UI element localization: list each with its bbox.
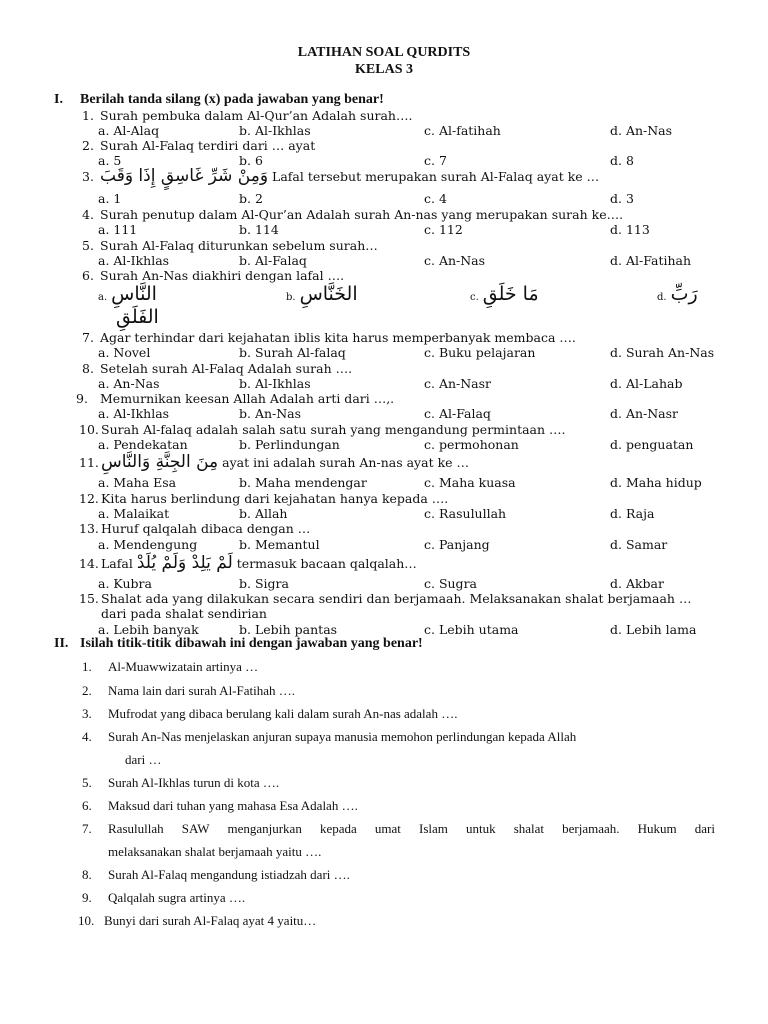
question-text: Surah Al-Falaq diturunkan sebelum surah… [100,238,378,253]
option-b[interactable]: b. Memantul [239,537,320,552]
item-number: 1. [82,659,92,674]
essay-item-4-continued [125,752,161,768]
question-text: Surah Al-Falaq terdiri dari … ayat [100,138,316,153]
essay-item-5 [82,775,279,791]
option-b[interactable]: b. Allah [239,506,288,521]
question-7 [82,330,576,345]
option-a[interactable]: a. Kubra [98,576,152,591]
question-9 [76,391,394,406]
option-b[interactable]: b. Surah Al-falaq [239,345,346,360]
question-number: 13. [79,521,99,536]
option-b[interactable]: b. Al-Falaq [239,253,307,268]
option-b[interactable]: b. 114 [239,222,279,237]
question-12 [79,491,448,506]
item-text: Surah Al-Falaq mengandung istiadzah dari …. [108,867,350,882]
option-d[interactable]: d. An-Nasr [610,406,679,421]
item-number: 4. [82,729,92,744]
item-text-continued: dari … [125,752,162,767]
item-number: 8. [82,867,92,882]
question-text: Kita harus berlindung dari kejahatan hanya kepada …. [101,491,449,506]
essay-item-8 [82,867,350,883]
option-c[interactable]: c. An-Nasr [424,376,492,391]
option-c[interactable]: c. Al-fatihah [424,123,501,138]
question-number: 14. [79,556,99,571]
option-letter: d. [657,292,667,303]
question-number: 7. [82,330,94,345]
question-number: 10. [79,422,99,437]
question-text: Surah penutup dalam Al-Qur’an Adalah surah An-nas yang merupakan surah ke…. [100,207,624,222]
question-text-continued: dari pada shalat sendirian [101,606,267,621]
option-b[interactable]: b. Maha mendengar [239,475,367,490]
item-number: 9. [82,890,92,905]
question-6 [82,268,344,283]
section-1-heading [54,92,384,108]
option-c[interactable]: c. 4 [424,191,447,206]
option-d[interactable]: d. 8 [610,153,634,168]
question-text: Agar terhindar dari kejahatan iblis kita harus memperbanyak membaca …. [100,330,576,345]
option-a[interactable]: a. 5 [98,153,122,168]
question-number: 1. [82,108,94,123]
section-2-title: Isilah titik-titik dibawah ini dengan jawaban yang benar! [80,636,423,651]
question-number: 15. [79,591,99,606]
item-text: Mufrodat yang dibaca berulang kali dalam surah An-nas adalah …. [108,706,458,721]
question-text: Shalat ada yang dilakukan secara sendiri dan berjamaah. Melaksanakan shalat berjamaah … [101,591,692,606]
option-c[interactable]: c. 7 [424,153,447,168]
option-c[interactable]: c. Al-Falaq [424,406,491,421]
question-5 [82,238,378,253]
option-a[interactable]: a. Al-Alaq [98,123,160,138]
item-text: Surah An-Nas menjelaskan anjuran supaya manusia memohon perlindungan kepada Allah [108,729,577,744]
arabic-option: الفَلَقِ [116,306,159,328]
item-text-continued: melaksanakan shalat berjamaah yaitu …. [108,844,322,859]
option-d[interactable] [657,283,698,305]
question-number: 12. [79,491,99,506]
option-b[interactable]: b. 2 [239,191,263,206]
option-a[interactable]: a. An-Nas [98,376,160,391]
option-d[interactable]: d. An-Nas [610,123,673,138]
option-d[interactable]: d. Lebih lama [610,622,697,637]
option-letter: b. [286,292,296,303]
question-text: Surah pembuka dalam Al-Qur’an Adalah surah…. [100,108,413,123]
option-a[interactable]: a. Pendekatan [98,437,188,452]
question-3 [82,166,599,186]
essay-item-4 [82,729,576,745]
question-prefix: Lafal [101,556,137,571]
option-d[interactable]: d. Akbar [610,576,664,591]
option-a[interactable]: a. Al-Ikhlas [98,253,170,268]
section-2-heading [54,636,423,652]
arabic-verse: لَمْ يَلِدْ وَلَمْ يُلَدْ [136,553,233,573]
question-number: 3. [82,169,94,184]
item-number: 7. [82,821,92,836]
arabic-verse: وَمِنْ شَرِّ غَاسِقٍ إِذَا وَقَبَ [100,166,269,186]
essay-item-7-number [82,821,108,837]
option-d[interactable]: d. Surah An-Nas [610,345,715,360]
question-number: 11. [79,455,99,470]
question-8 [82,361,352,376]
question-14 [79,553,417,573]
arabic-option: رَبِّ [670,283,698,305]
question-15-continued [101,606,267,621]
option-c[interactable]: c. Rasulullah [424,506,507,521]
option-c[interactable]: c. Sugra [424,576,477,591]
question-11 [79,452,469,472]
question-10 [79,422,566,437]
question-text: Setelah surah Al-Falaq Adalah surah …. [100,361,353,376]
essay-item-7 [108,821,715,837]
arabic-verse: مِنَ الجِنَّةِ وَالنَّاسِ [101,452,219,472]
option-a[interactable] [98,283,157,305]
option-b[interactable]: b. An-Nas [239,406,302,421]
item-text: Surah Al-Ikhlas turun di kota …. [108,775,280,790]
option-c[interactable]: c. Panjang [424,537,490,552]
question-number: 8. [82,361,94,376]
option-d[interactable]: d. Samar [610,537,668,552]
question-2 [82,138,315,153]
option-d[interactable]: d. penguatan [610,437,694,452]
option-c[interactable]: c. Lebih utama [424,622,519,637]
section-2-number: II. [54,636,69,651]
question-1 [82,108,412,123]
option-d[interactable]: d. Al-Lahab [610,376,683,391]
option-b[interactable]: b. Perlindungan [239,437,340,452]
arabic-option: الخَنَّاسِ [299,283,358,305]
essay-item-7-continued [108,844,321,860]
option-d[interactable]: d. Maha hidup [610,475,702,490]
essay-item-3 [82,706,457,722]
item-number: 2. [82,683,92,698]
question-4 [82,207,623,222]
arabic-option: مَا خَلَقِ [482,283,539,305]
question-text: Huruf qalqalah dibaca dengan … [101,521,311,536]
section-1-title: Berilah tanda silang (x) pada jawaban yang benar! [80,92,384,107]
option-a[interactable]: a. Maha Esa [98,475,177,490]
item-number: 5. [82,775,92,790]
option-d[interactable]: d. 113 [610,222,650,237]
option-a[interactable]: a. 111 [98,222,138,237]
option-a[interactable]: a. 1 [98,191,122,206]
question-text: termasuk bacaan qalqalah… [232,556,417,571]
option-a[interactable]: a. Malaikat [98,506,170,521]
option-c[interactable]: c. Maha kuasa [424,475,516,490]
question-13 [79,521,310,536]
question-text: ayat ini adalah surah An-nas ayat ke … [218,455,470,470]
item-text: Maksud dari tuhan yang mahasa Esa Adalah …. [108,798,358,813]
option-d[interactable]: d. 3 [610,191,634,206]
option-a[interactable]: a. Lebih banyak [98,622,199,637]
question-text: Surah Al-falaq adalah salah satu surah yang mengandung permintaan …. [101,422,566,437]
option-a[interactable]: a. Al-Ikhlas [98,406,170,421]
section-1-number: I. [54,92,63,107]
question-number: 5. [82,238,94,253]
option-b[interactable]: b. Sigra [239,576,289,591]
option-b[interactable]: b. Lebih pantas [239,622,338,637]
option-c[interactable] [470,283,539,305]
question-number: 6. [82,268,94,283]
option-c[interactable]: c. Buku pelajaran [424,345,536,360]
option-d[interactable]: d. Al-Fatihah [610,253,692,268]
arabic-option: النَّاسِ [111,283,157,305]
option-d[interactable]: d. Raja [610,506,655,521]
option-a[interactable]: a. Mendengung [98,537,198,552]
item-text: Al-Muawwizatain artinya … [108,659,259,674]
option-b[interactable]: b. Al-Ikhlas [239,123,311,138]
item-text: Nama lain dari surah Al-Fatihah …. [108,683,296,698]
option-letter: a. [98,292,108,303]
item-number: 3. [82,706,92,721]
essay-item-6 [82,798,358,814]
option-c[interactable]: c. permohonan [424,437,519,452]
question-text: Surah An-Nas diakhiri dengan lafal …. [100,268,345,283]
option-b[interactable]: b. Al-Ikhlas [239,376,311,391]
item-number: 6. [82,798,92,813]
arabic-option-wrap [116,306,159,328]
option-c[interactable]: c. An-Nas [424,253,486,268]
option-letter: c. [470,292,479,303]
question-15 [79,591,691,606]
essay-item-1 [82,659,258,675]
item-text: Bunyi dari surah Al-Falaq ayat 4 yaitu… [104,913,317,928]
item-text: Qalqalah sugra artinya …. [108,890,246,905]
essay-item-10 [78,913,316,929]
item-number: 10. [78,913,95,928]
question-text: Lafal tersebut merupakan surah Al-Falaq ayat ke … [268,169,600,184]
question-number: 9. [76,391,88,406]
option-c[interactable]: c. 112 [424,222,463,237]
question-number: 4. [82,207,94,222]
option-b[interactable]: b. 6 [239,153,263,168]
page-subtitle: KELAS 3 [355,62,413,77]
page-title: LATIHAN SOAL QURDITS [297,45,471,60]
question-text: Memurnikan keesan Allah Adalah arti dari …,. [100,391,395,406]
option-b[interactable] [286,283,358,305]
essay-item-9 [82,890,245,906]
question-number: 2. [82,138,94,153]
option-a[interactable]: a. Novel [98,345,151,360]
essay-item-2 [82,683,295,699]
item-text: Rasulullah SAW menganjurkan kepada umat Islam untuk shalat berjamaah. Hukum dari [108,821,715,836]
